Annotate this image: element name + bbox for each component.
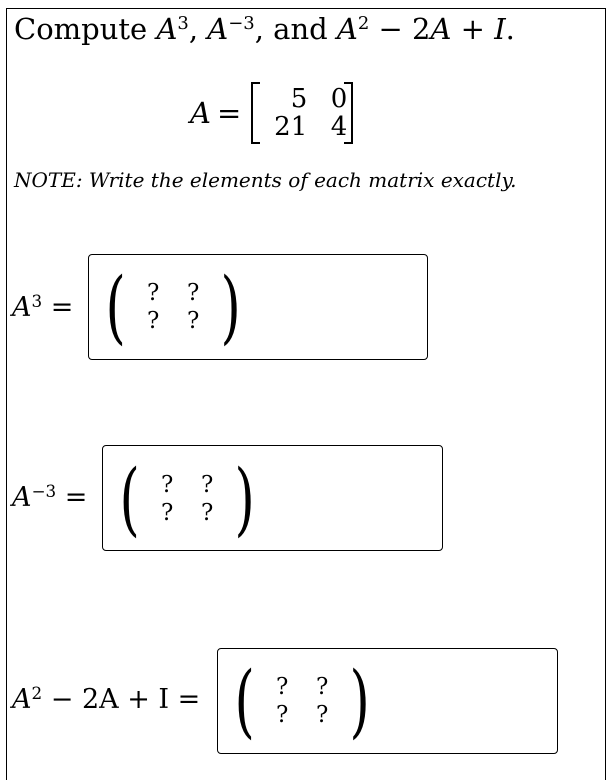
answer-cell[interactable]: ? (187, 308, 200, 334)
left-bracket (251, 82, 260, 144)
answer-matrix-a-inverse-cubed[interactable] (114, 452, 260, 545)
answer-cell[interactable]: ? (316, 674, 329, 700)
answer-cell[interactable]: ? (276, 674, 289, 700)
problem-statement: Compute $A^3$, $A^{-3}$, and $A^2 - 2A + I$. (14, 12, 515, 46)
right-bracket (344, 82, 353, 144)
compute-word: Compute (14, 12, 148, 46)
right-paren: ) (220, 260, 241, 353)
answer-cell[interactable]: ? (201, 472, 214, 498)
matrix-cell: 4 (330, 112, 348, 142)
left-paren: ( (234, 654, 255, 747)
answer-cell[interactable]: ? (187, 280, 200, 306)
answer-cell[interactable]: ? (316, 702, 329, 728)
answer-cell[interactable]: ? (147, 280, 160, 306)
equals-sign: = (216, 96, 242, 130)
answer-cell[interactable]: ? (201, 500, 214, 526)
matrix-name: A (190, 96, 211, 130)
answer-cell[interactable]: ? (161, 500, 174, 526)
left-paren: ( (105, 260, 126, 353)
answer-cell[interactable]: ? (276, 702, 289, 728)
left-paren: ( (119, 452, 140, 545)
matrix-cell: 21 (274, 112, 308, 142)
answer-cell[interactable]: ? (161, 472, 174, 498)
answer-label-a-inverse-cubed: $A^{-3}$ = (12, 480, 88, 513)
matrix-cell: 5 (290, 84, 308, 114)
right-paren: ) (349, 654, 370, 747)
matrix-definition (190, 78, 353, 148)
matrix-cell: 0 (330, 84, 348, 114)
answer-matrix-a-cubed[interactable] (100, 260, 246, 353)
given-matrix (251, 82, 353, 144)
and-word: and (273, 12, 328, 46)
note-text: NOTE: Write the elements of each matrix exactly. (14, 168, 517, 192)
answer-matrix-a-squared-minus-2a-plus-i[interactable] (229, 654, 375, 747)
answer-cell[interactable]: ? (147, 308, 160, 334)
answer-label-a-squared-minus-2a-plus-i: $A^2 - 2A + I$ = (12, 682, 201, 715)
right-paren: ) (234, 452, 255, 545)
answer-label-a-cubed: $A^3$ = (12, 290, 74, 323)
